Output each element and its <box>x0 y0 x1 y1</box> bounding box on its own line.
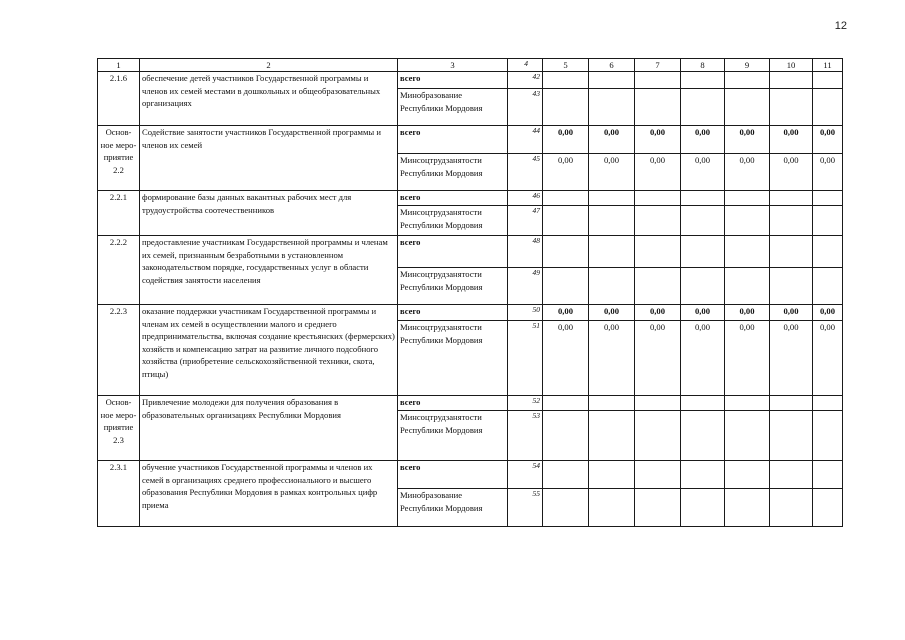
header-cell: 2 <box>140 59 398 72</box>
line-number: 43 <box>508 89 543 126</box>
header-cell: 1 <box>98 59 140 72</box>
value-cell <box>813 236 843 268</box>
value-cell: 0,00 <box>813 126 843 154</box>
value-cell: 0,00 <box>543 126 589 154</box>
value-cell: 0,00 <box>813 321 843 396</box>
value-cell: 0,00 <box>589 154 635 191</box>
value-cell <box>813 191 843 206</box>
value-cell <box>725 489 770 527</box>
line-number: 55 <box>508 489 543 527</box>
table-row <box>98 305 843 321</box>
value-cell <box>589 461 635 489</box>
value-cell <box>725 396 770 411</box>
value-cell <box>725 72 770 89</box>
table-row <box>98 72 843 89</box>
value-cell <box>770 461 813 489</box>
total-label: всего <box>398 305 508 321</box>
value-cell <box>543 268 589 305</box>
value-cell <box>813 268 843 305</box>
total-label: всего <box>398 236 508 268</box>
value-cell <box>543 89 589 126</box>
value-cell <box>770 268 813 305</box>
value-cell <box>770 206 813 236</box>
line-number: 48 <box>508 236 543 268</box>
value-cell <box>681 72 725 89</box>
line-number: 50 <box>508 305 543 321</box>
line-number: 46 <box>508 191 543 206</box>
value-cell <box>681 268 725 305</box>
value-cell <box>725 461 770 489</box>
value-cell: 0,00 <box>770 154 813 191</box>
value-cell: 0,00 <box>635 154 681 191</box>
line-number: 45 <box>508 154 543 191</box>
value-cell <box>813 396 843 411</box>
line-number: 49 <box>508 268 543 305</box>
table-row <box>98 396 843 411</box>
value-cell <box>589 396 635 411</box>
executor-name: Минсоцтрудзанятости Республики Мордовия <box>398 268 508 305</box>
value-cell <box>813 89 843 126</box>
executor-name: Минсоцтрудзанятости Республики Мордовия <box>398 411 508 461</box>
row-code: Основ- ное меро- приятие 2.3 <box>98 396 140 461</box>
value-cell <box>813 461 843 489</box>
value-cell <box>589 72 635 89</box>
line-number: 47 <box>508 206 543 236</box>
value-cell <box>770 236 813 268</box>
value-cell <box>589 206 635 236</box>
value-cell <box>589 236 635 268</box>
value-cell <box>681 461 725 489</box>
value-cell <box>770 89 813 126</box>
line-number: 44 <box>508 126 543 154</box>
value-cell <box>681 489 725 527</box>
total-label: всего <box>398 191 508 206</box>
value-cell <box>635 411 681 461</box>
value-cell <box>543 461 589 489</box>
value-cell <box>543 396 589 411</box>
total-label: всего <box>398 396 508 411</box>
value-cell <box>770 411 813 461</box>
activity-name: оказание поддержки участникам Государственной программы и членам их семей в осуществлении малого и среднего предпринимательства, включая создание крестьянских (фермерских) хозяйств и компенсацию затрат на развитие личного подсобного хозяйства (приобретение сельскохозяйственной техники, скота, птицы) <box>140 305 398 396</box>
value-cell <box>725 411 770 461</box>
header-row <box>98 59 843 72</box>
value-cell <box>725 236 770 268</box>
value-cell: 0,00 <box>635 126 681 154</box>
line-number: 42 <box>508 72 543 89</box>
value-cell <box>589 489 635 527</box>
table-row <box>98 191 843 206</box>
executor-name: Минобразование Республики Мордовия <box>398 89 508 126</box>
executor-name: Минсоцтрудзанятости Республики Мордовия <box>398 206 508 236</box>
value-cell <box>589 89 635 126</box>
value-cell: 0,00 <box>681 126 725 154</box>
value-cell <box>681 236 725 268</box>
value-cell <box>543 72 589 89</box>
total-label: всего <box>398 461 508 489</box>
total-label: всего <box>398 126 508 154</box>
value-cell <box>635 489 681 527</box>
activity-name: обучение участников Государственной программы и членов их семей в организациях среднего профессионального и высшего образования Республики Мордовия в рамках контрольных цифр приема <box>140 461 398 527</box>
value-cell: 0,00 <box>589 321 635 396</box>
line-number: 52 <box>508 396 543 411</box>
value-cell: 0,00 <box>770 305 813 321</box>
value-cell <box>635 268 681 305</box>
row-code: 2.2.3 <box>98 305 140 396</box>
value-cell: 0,00 <box>725 154 770 191</box>
value-cell: 0,00 <box>681 321 725 396</box>
activity-name: Привлечение молодежи для получения образования в образовательных организациях Республики Мордовия <box>140 396 398 461</box>
header-cell: 7 <box>635 59 681 72</box>
row-code: 2.1.6 <box>98 72 140 126</box>
value-cell: 0,00 <box>543 321 589 396</box>
value-cell: 0,00 <box>725 321 770 396</box>
value-cell <box>725 191 770 206</box>
value-cell: 0,00 <box>725 126 770 154</box>
row-code: Основ- ное меро- приятие 2.2 <box>98 126 140 191</box>
header-cell: 5 <box>543 59 589 72</box>
value-cell <box>589 268 635 305</box>
header-cell: 11 <box>813 59 843 72</box>
line-number: 53 <box>508 411 543 461</box>
value-cell <box>770 396 813 411</box>
value-cell <box>725 268 770 305</box>
header-cell: 4 <box>508 59 543 72</box>
header-cell: 8 <box>681 59 725 72</box>
value-cell <box>635 396 681 411</box>
value-cell: 0,00 <box>543 154 589 191</box>
value-cell <box>770 72 813 89</box>
activity-name: предоставление участникам Государственной программы и членам их семей, признанным безработными в установленном законодательством порядке, государственных услуг в области содействия занятости населения <box>140 236 398 305</box>
value-cell <box>635 191 681 206</box>
value-cell <box>813 72 843 89</box>
value-cell: 0,00 <box>589 305 635 321</box>
page-number: 12 <box>834 20 847 32</box>
value-cell <box>813 206 843 236</box>
value-cell <box>589 191 635 206</box>
value-cell: 0,00 <box>681 305 725 321</box>
value-cell: 0,00 <box>813 154 843 191</box>
activity-name: формирование базы данных вакантных рабочих мест для трудоустройства соотечественников <box>140 191 398 236</box>
value-cell: 0,00 <box>725 305 770 321</box>
value-cell <box>589 411 635 461</box>
value-cell <box>813 489 843 527</box>
row-code: 2.3.1 <box>98 461 140 527</box>
value-cell <box>770 191 813 206</box>
value-cell <box>813 411 843 461</box>
value-cell <box>543 206 589 236</box>
header-cell: 3 <box>398 59 508 72</box>
activity-name: Содействие занятости участников Государственной программы и членов их семей <box>140 126 398 191</box>
value-cell <box>635 89 681 126</box>
value-cell <box>725 89 770 126</box>
value-cell: 0,00 <box>589 126 635 154</box>
value-cell <box>543 411 589 461</box>
value-cell: 0,00 <box>770 126 813 154</box>
header-cell: 6 <box>589 59 635 72</box>
table-row <box>98 236 843 268</box>
value-cell <box>681 396 725 411</box>
line-number: 51 <box>508 321 543 396</box>
value-cell: 0,00 <box>770 321 813 396</box>
value-cell <box>635 72 681 89</box>
line-number: 54 <box>508 461 543 489</box>
executor-name: Минсоцтрудзанятости Республики Мордовия <box>398 321 508 396</box>
value-cell <box>725 206 770 236</box>
value-cell: 0,00 <box>681 154 725 191</box>
value-cell: 0,00 <box>813 305 843 321</box>
value-cell <box>543 191 589 206</box>
row-code: 2.2.2 <box>98 236 140 305</box>
value-cell <box>635 206 681 236</box>
row-code: 2.2.1 <box>98 191 140 236</box>
value-cell <box>543 489 589 527</box>
value-cell <box>681 191 725 206</box>
value-cell <box>635 461 681 489</box>
header-cell: 9 <box>725 59 770 72</box>
executor-name: Минобразование Республики Мордовия <box>398 489 508 527</box>
value-cell <box>681 206 725 236</box>
total-label: всего <box>398 72 508 89</box>
value-cell <box>635 236 681 268</box>
value-cell <box>681 89 725 126</box>
header-cell: 10 <box>770 59 813 72</box>
value-cell: 0,00 <box>543 305 589 321</box>
table-row <box>98 126 843 154</box>
value-cell: 0,00 <box>635 321 681 396</box>
activity-name: обеспечение детей участников Государственной программы и членов их семей местами в дошкольных и общеобразовательных организациях <box>140 72 398 126</box>
budget-table <box>97 58 843 527</box>
table-row <box>98 461 843 489</box>
value-cell: 0,00 <box>635 305 681 321</box>
value-cell <box>543 236 589 268</box>
executor-name: Минсоцтрудзанятости Республики Мордовия <box>398 154 508 191</box>
value-cell <box>770 489 813 527</box>
value-cell <box>681 411 725 461</box>
